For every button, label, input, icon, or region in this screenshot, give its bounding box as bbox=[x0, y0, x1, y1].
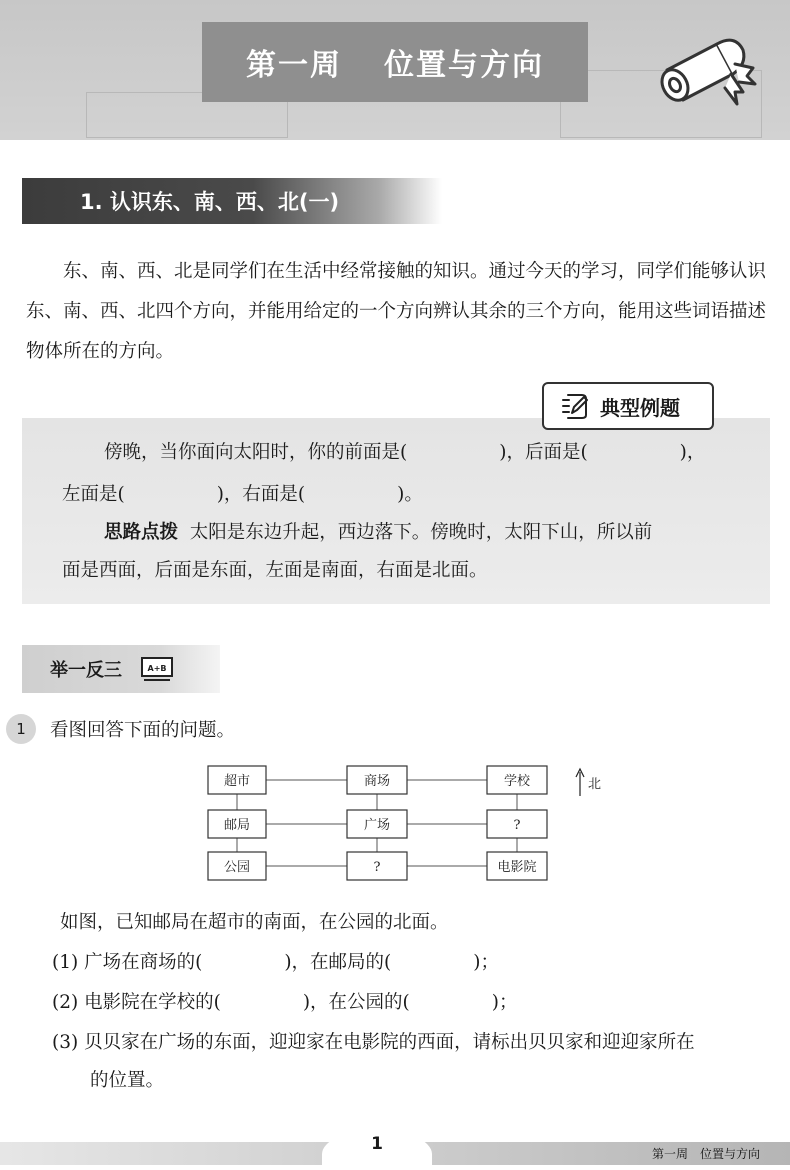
example-box bbox=[22, 418, 770, 604]
footer-chapter: 第一周 位置与方向 bbox=[651, 1147, 760, 1161]
blackboard-icon bbox=[140, 656, 174, 682]
chapter-title-box bbox=[202, 22, 588, 102]
scroll-icon bbox=[655, 30, 760, 110]
example-text: )。 bbox=[397, 484, 423, 505]
map-label: 电影院 bbox=[497, 860, 537, 875]
example-badge bbox=[542, 382, 714, 430]
example-text: 左面是( bbox=[62, 484, 125, 505]
hint-text: 太阳是东边升起，西边落下。傍晚时，太阳下山，所以前 bbox=[189, 522, 653, 543]
known-condition: 如图，已知邮局在超市的南面，在公园的北面。 bbox=[60, 912, 449, 933]
intro-paragraph: 东、南、西、北是同学们在生活中经常接触的知识。通过今天的学习，同学们能够认识东、南、西、北四个方向，并能用给定的一个方向辨认其余的三个方向，能用这些词语描述物体所在的方向。 bbox=[26, 261, 767, 362]
map-label: 邮局 bbox=[223, 818, 251, 833]
blackboard-icon-text: A+B bbox=[147, 664, 167, 673]
map-label: 公园 bbox=[223, 860, 251, 875]
map-label: 学校 bbox=[503, 774, 531, 789]
question-text: 看图回答下面的问题。 bbox=[50, 720, 236, 741]
section-title-bar bbox=[22, 178, 442, 224]
example-text: 傍晚，当你面向太阳时，你的前面是( bbox=[104, 442, 408, 463]
hint-line1 bbox=[104, 518, 652, 544]
sub-question-text: )，在邮局的( bbox=[284, 952, 392, 973]
example-question-line2 bbox=[62, 480, 423, 506]
pen-note-icon bbox=[560, 391, 590, 421]
sub-question-3-line2: 的位置。 bbox=[90, 1070, 165, 1091]
map-label: ? bbox=[373, 860, 381, 875]
section-title: 1. 认识东、南、西、北(一) bbox=[80, 190, 340, 214]
sub-question-text: )，在公园的( bbox=[302, 992, 410, 1013]
practice-bar bbox=[22, 645, 220, 693]
sub-question-1 bbox=[52, 948, 499, 974]
north-label: 北 bbox=[588, 777, 602, 792]
week-label: 第一周 bbox=[246, 48, 342, 83]
example-text: )， bbox=[679, 442, 706, 463]
map-label: ? bbox=[513, 818, 521, 833]
question-number-badge bbox=[6, 714, 36, 744]
sub-question-text: )； bbox=[473, 952, 499, 973]
hint-label: 思路点拨 bbox=[104, 522, 179, 543]
sub-question-text: )； bbox=[491, 992, 518, 1013]
hint-line2: 面是西面，后面是东面，左面是南面，右面是北面。 bbox=[62, 560, 488, 581]
question-number: 1 bbox=[16, 720, 26, 738]
chapter-name: 位置与方向 bbox=[384, 48, 544, 83]
sub-question-2 bbox=[52, 988, 517, 1014]
map-label: 广场 bbox=[363, 818, 391, 833]
example-question-line1 bbox=[104, 438, 705, 464]
example-text: )，右面是( bbox=[216, 484, 306, 505]
north-arrow-icon bbox=[576, 769, 601, 796]
example-text: )，后面是( bbox=[499, 442, 588, 463]
map-label: 商场 bbox=[363, 774, 391, 789]
page-number: 1 bbox=[371, 1134, 383, 1154]
sub-question-text: (1) 广场在商场的( bbox=[52, 952, 203, 973]
location-map bbox=[200, 762, 620, 892]
example-badge-label: 典型例题 bbox=[600, 395, 680, 420]
sub-question-3-line1: (3) 贝贝家在广场的东面，迎迎家在电影院的西面，请标出贝贝家和迎迎家所在 bbox=[52, 1032, 695, 1053]
sub-question-text: (2) 电影院在学校的( bbox=[52, 992, 221, 1013]
map-label: 超市 bbox=[223, 774, 251, 789]
practice-title: 举一反三 bbox=[50, 660, 122, 681]
